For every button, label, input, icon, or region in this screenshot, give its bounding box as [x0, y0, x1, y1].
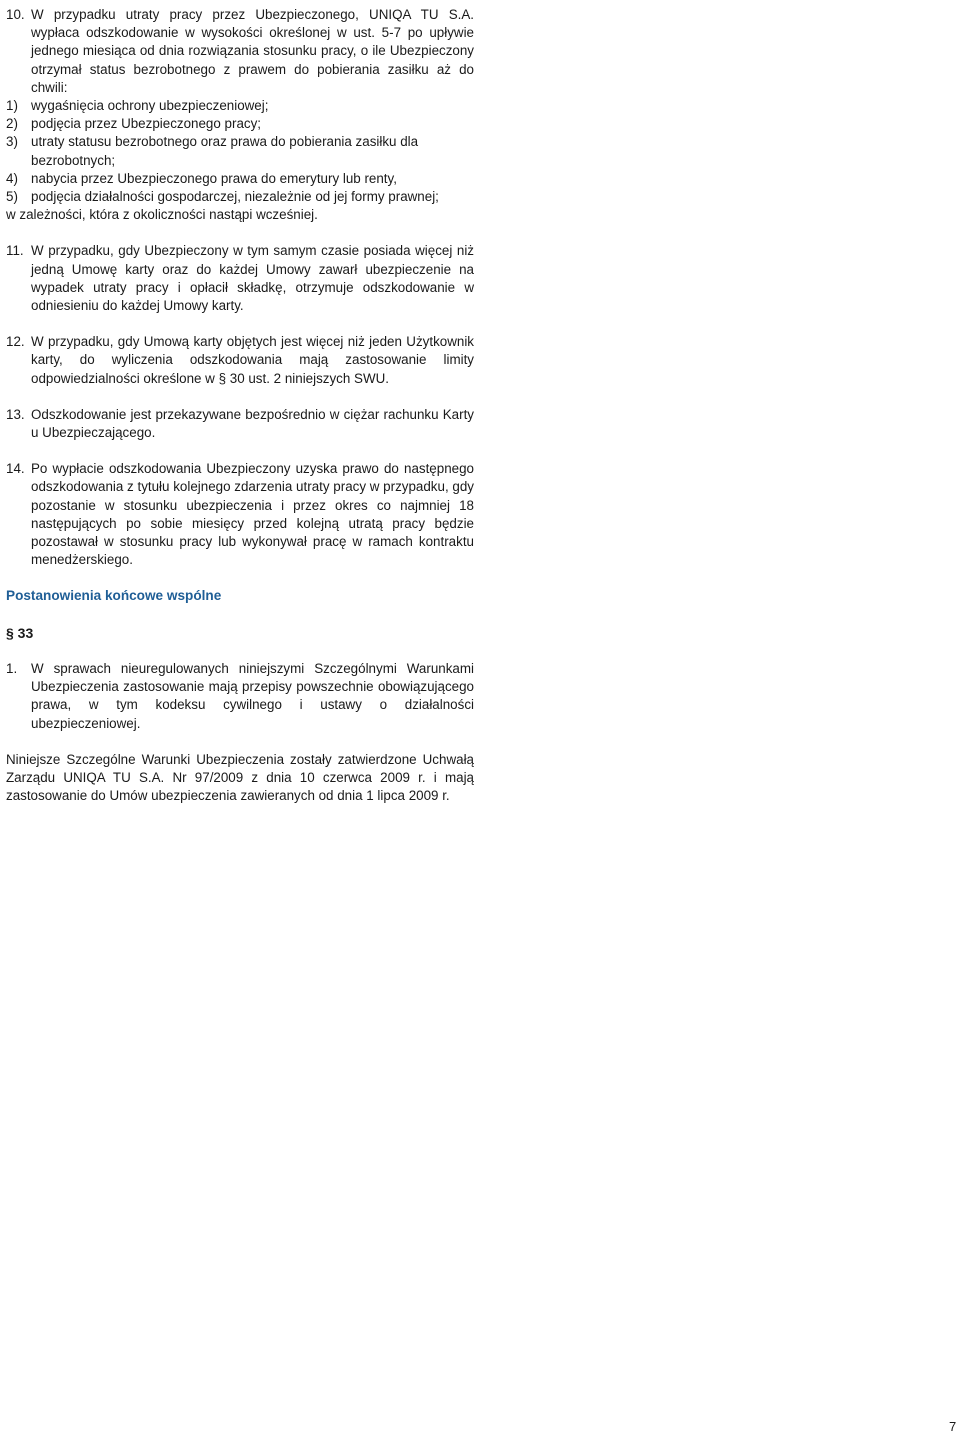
- list-item-text: podjęcia przez Ubezpieczonego pracy;: [31, 116, 262, 132]
- paragraph-number: 14.: [6, 461, 25, 477]
- page-number: 7: [949, 1419, 957, 1434]
- paragraph-10: [6, 6, 474, 97]
- spacer: [6, 642, 474, 660]
- list-item: [6, 170, 474, 188]
- list-item-text: utraty statusu bezrobotnego oraz prawa do pobierania zasiłku dla bezrobotnych;: [31, 134, 419, 168]
- list-item: [6, 97, 474, 115]
- paragraph-number: 1.: [6, 660, 18, 676]
- list-item-number: 2): [6, 116, 18, 132]
- list-item-text: wygaśnięcia ochrony ubezpieczeniowej;: [31, 98, 269, 114]
- paragraph-text: Odszkodowanie jest przekazywane bezpośrednio w ciężar rachunku Karty u Ubezpieczającego.: [31, 406, 474, 441]
- spacer: [6, 388, 474, 406]
- list-item: [6, 115, 474, 133]
- spacer: [6, 606, 474, 624]
- closing-paragraph: Niniejsze Szczególne Warunki Ubezpieczenia zostały zatwierdzone Uchwałą Zarządu UNIQA TU S.A. Nr 97/2009 z dnia 10 czerwca 2009 r. i mają zastosowanie do Umów ubezpieczenia zawieranych od dnia 1 lipca 2009 r.: [6, 751, 474, 804]
- list-item-number: 5): [6, 189, 18, 205]
- paragraph-text: Po wypłacie odszkodowania Ubezpieczony uzyska prawo do następnego odszkodowania z tytułu kolejnego zdarzenia utraty pracy w przypadku, gdy pozostanie w stosunku ubezpieczenia i przez okres co najmniej 18 następujących po sobie miesięcy przed kolejną utratą pracy będzie pozostawał w stosunku pracy lub wykonywał pracę w ramach kontraktu menedżerskiego.: [31, 461, 474, 568]
- list-item-number: 1): [6, 98, 18, 114]
- paragraph-text: W przypadku utraty pracy przez Ubezpieczonego, UNIQA TU S.A. wypłaca odszkodowanie w wysokości określonej w ust. 5-7 po upływie jednego miesiąca od dnia rozwiązania stosunku pracy, o ile Ubezpieczony otrzymał status bezrobotnego z prawem do pobierania zasiłku aż do chwili:: [31, 7, 474, 95]
- paragraph-14: [6, 460, 474, 569]
- spacer: [6, 569, 474, 587]
- list-item-number: 3): [6, 134, 18, 150]
- spacer: [6, 733, 474, 751]
- paragraph-text: W przypadku, gdy Umową karty objętych jest więcej niż jeden Użytkownik karty, do wyliczenia odszkodowania mają zastosowanie limity odpowiedzialności określone w § 30 ust. 2 niniejszych SWU.: [31, 334, 474, 386]
- paragraph-13: [6, 406, 474, 442]
- paragraph-number: 11.: [6, 243, 24, 259]
- list-item-text: nabycia przez Ubezpieczonego prawa do emerytury lub renty,: [31, 170, 397, 186]
- paragraph-12: [6, 333, 474, 388]
- section-mark: § 33: [6, 624, 34, 641]
- paragraph-text: W przypadku, gdy Ubezpieczony w tym samym czasie posiada więcej niż jedną Umowę karty oraz do każdej Umowy zawarł ubezpieczenie na wypadek utraty pracy i opłacił składkę, otrzymuje odszkodowanie w odniesieniu do każdej Umowy karty.: [31, 243, 474, 314]
- spacer: [6, 224, 474, 242]
- list-item-text: podjęcia działalności gospodarczej, niezależnie od jej formy prawnej;: [31, 189, 439, 205]
- spacer: [6, 315, 474, 333]
- paragraph-33-1: [6, 660, 474, 733]
- spacer: [6, 442, 474, 460]
- paragraph-number: 10.: [6, 7, 25, 22]
- paragraph-text: W sprawach nieuregulowanych niniejszymi Szczególnymi Warunkami Ubezpieczenia zastosowanie mają przepisy powszechnie obowiązującego prawa, w tym kodeksu cywilnego i ustawy o działalności ubezpieczeniowej.: [31, 660, 474, 731]
- paragraph-number: 13.: [6, 406, 25, 422]
- section-heading: Postanowienia końcowe wspólne: [6, 588, 222, 604]
- paragraph-number: 12.: [6, 334, 25, 350]
- paragraph-tail: w zależności, która z okoliczności nastąpi wcześniej.: [6, 207, 318, 223]
- list-item: [6, 188, 474, 206]
- list-item-number: 4): [6, 170, 18, 186]
- text-column: [6, 6, 474, 805]
- paragraph-11: [6, 242, 474, 315]
- list-item: [6, 133, 474, 169]
